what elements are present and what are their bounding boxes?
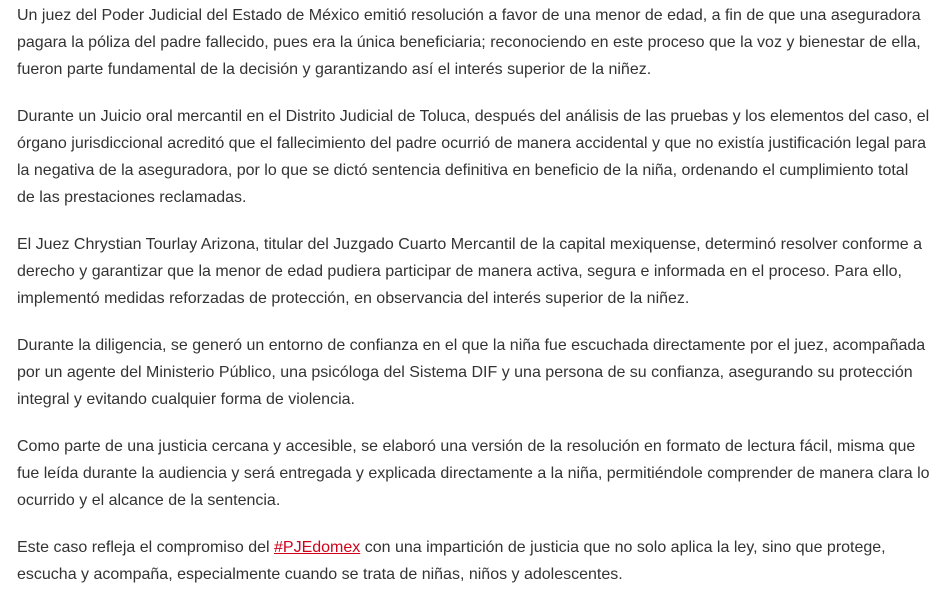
paragraph-resolution: Un juez del Poder Judicial del Estado de México emitió resolución a favor de una menor de edad, a fin de que una aseguradora pagara la póliza del padre fallecido, pues era la única beneficiaria; reconociendo en este proceso que la voz y bienestar de ella, fueron parte fundamental de la decisión y garantizando así el interés superior de la niñez. <box>17 7 921 78</box>
paragraph-easy-reading: Como parte de una justicia cercana y accesible, se elaboró una versión de la resolución en formato de lectura fácil, misma que fue leída durante la audiencia y será entregada y explicada directamente a la niña, permitiéndole comprender de manera clara lo ocurrido y el alcance de la sentencia. <box>17 438 930 509</box>
paragraph-hearing: Durante la diligencia, se generó un entorno de confianza en el que la niña fue escuchada directamente por el juez, acompañada por un agente del Ministerio Público, una psicóloga del Sistema DIF y una persona de su confianza, asegurando su protección integral y evitando cualquier forma de violencia. <box>17 337 926 408</box>
closing-text-before: Este caso refleja el compromiso del <box>17 539 274 556</box>
paragraph-trial: Durante un Juicio oral mercantil en el Distrito Judicial de Toluca, después del análisis de las pruebas y los elementos del caso, el órgano jurisdiccional acreditó que el fallecimiento del padre ocurrió de manera accidental y que no existía justificación legal para la negativa de la aseguradora, por lo que se dictó sentencia definitiva en beneficio de la niña, ordenando el cumplimiento total de las prestaciones reclamadas. <box>17 108 930 206</box>
paragraph-closing <box>17 534 930 588</box>
hashtag-link[interactable]: #PJEdomex <box>274 539 361 556</box>
paragraph-judge: El Juez Chrystian Tourlay Arizona, titular del Juzgado Cuarto Mercantil de la capital mexiquense, determinó resolver conforme a derecho y garantizar que la menor de edad pudiera participar de manera activa, segura e informada en el proceso. Para ello, implementó medidas reforzadas de protección, en observancia del interés superior de la niñez. <box>17 236 923 307</box>
closing-text-after: con una impartición de justicia que no solo aplica la ley, sino que protege, escucha y acompaña, especialmente cuando se trata de niñas, niños y adolescentes. <box>17 539 886 583</box>
